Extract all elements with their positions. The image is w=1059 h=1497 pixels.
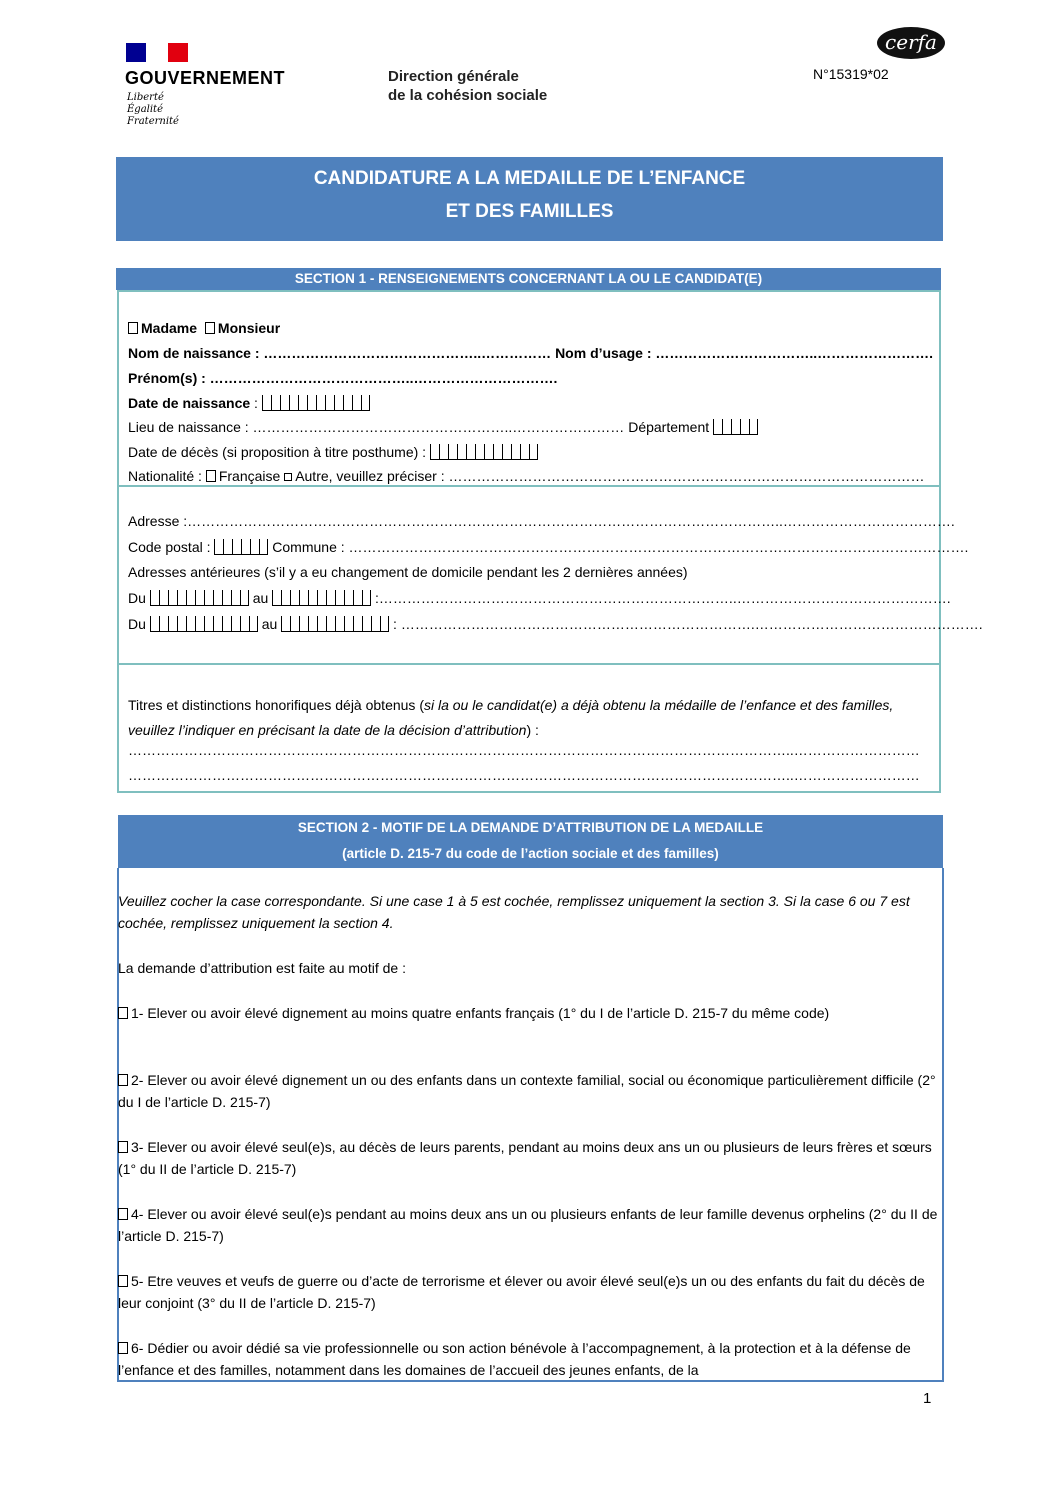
reason-checkbox[interactable] [118,1141,128,1153]
section2-intro: La demande d’attribution est faite au motif de : [118,960,406,976]
previous-address-row: Du au :…………………………………………………………………..………………………………………. [128,590,951,606]
death-date-input[interactable] [430,444,538,460]
autre-checkbox[interactable] [284,473,292,481]
marianne-flag-logo [126,43,188,62]
department-input[interactable] [713,419,758,435]
direction-name: Direction générale de la cohésion sociale [388,68,548,104]
titles-label: Titres et distinctions honorifiques déjà obtenus (si la ou le candidat(e) a déjà obtenu la médaille de l’enfance et des familles, veuillez l’indiquer en précisant la date de la décision d’attribution) : [128,697,894,738]
reason-checkbox[interactable] [118,1074,128,1086]
reason-option-3[interactable]: 3- Elever ou avoir élevé seul(e)s, au décès de leurs parents, pendant au moins deux ans un ou plusieurs de leurs frères et sœurs (1° du II de l’article D. 215-7) [118,1139,932,1177]
titles-field[interactable]: ……………………………………………………………………………………………………………………………..……………………… [128,742,920,758]
birth-name-field[interactable]: Nom de naissance : ………………………………………..…………… [128,345,552,361]
reason-checkbox[interactable] [118,1007,128,1019]
reason-checkbox[interactable] [118,1342,128,1354]
reason-option-2[interactable]: 2- Elever ou avoir élevé dignement un ou des enfants dans un contexte familial, social ou économique particulièrement difficile (2° du I de l’article D. 215-7) [118,1072,936,1110]
cerfa-logo: cerfa [877,27,945,59]
address-field[interactable]: Adresse :………………………………………………………………………………………………………………..………………………………. [128,513,955,529]
reason-option-5[interactable]: 5- Etre veuves et veufs de guerre ou d’acte de terrorisme et élever ou avoir élevé seul(e)s un ou des enfants du fait du décès de leur conjoint (3° du II de l’article D. 215-7) [118,1273,925,1311]
section2-instruction: Veuillez cocher la case correspondante. Si une case 1 à 5 est cochée, remplissez uniquement la section 3. Si la case 6 ou 7 est cochée, remplissez uniquement la section 4. [118,893,910,931]
birth-date-input[interactable] [262,395,370,411]
birth-place-row: Lieu de naissance : ………………………………………………..…………………… Département [128,419,758,435]
usage-name-field[interactable]: Nom d’usage : ……………………………..……………………. [555,345,934,361]
birth-date-row: Date de naissance : [128,395,370,411]
to-date-input[interactable] [281,616,389,632]
section1-heading: SECTION 1 - RENSEIGNEMENTS CONCERNANT LA OU LE CANDIDAT(E) [116,268,941,290]
previous-address-row: Du au : ………………………………………………………………….…………………………………………. [128,616,983,632]
previous-address-field[interactable]: : ………………………………………………………………….…………………………………………. [393,616,983,632]
postal-code-input[interactable] [214,539,268,555]
civility-row: Madame Monsieur [128,320,280,336]
previous-address-field[interactable]: :…………………………………………………………………..………………………………………. [375,590,951,606]
reason-checkbox[interactable] [118,1208,128,1220]
names-row [128,345,933,361]
to-date-input[interactable] [272,590,371,606]
commune-field[interactable]: Commune : ……………………………………………………………………………………………………………………. [272,539,969,555]
reason-checkbox[interactable] [118,1275,128,1287]
previous-addresses-label: Adresses antérieures (s’il y a eu changement de domicile pendant les 2 dernières années) [128,564,688,580]
first-name-field[interactable]: Prénom(s) : ……………………………………..…………………………. [128,370,558,386]
death-date-row: Date de décès (si proposition à titre posthume) : [128,444,538,460]
from-date-input[interactable] [150,590,249,606]
from-date-input[interactable] [150,616,258,632]
madame-checkbox[interactable] [128,322,138,334]
postal-row: Code postal : Commune : ……………………………………………………………………………………………………………………. [128,539,969,555]
reason-option-6[interactable]: 6- Dédier ou avoir dédié sa vie professionnelle ou son action bénévole à l’accompagnement, à la protection et à la défense de l’enfance et des familles, notamment dans les domaines de l’accueil des jeunes enfants, de la [118,1340,911,1378]
monsieur-checkbox[interactable] [205,322,215,334]
gov-name: GOUVERNEMENT [125,68,286,88]
reason-option-1[interactable]: 1- Elever ou avoir élevé dignement au moins quatre enfants français (1° du I de l’article D. 215-7 du même code) [118,1002,940,1024]
page-title: CANDIDATURE A LA MEDAILLE DE L’ENFANCE ET DES FAMILLES [116,157,943,241]
titles-field[interactable]: ……………………………………………………………………………………………………………………………..……………………… [128,767,920,783]
reason-option-4[interactable]: 4- Elever ou avoir élevé seul(e)s pendant au moins deux ans un ou plusieurs enfants de leur famille devenus orphelins (2° du II de l’article D. 215-7) [118,1206,938,1244]
gov-motto: Liberté Égalité Fraternité [127,92,179,127]
other-nationality-field[interactable]: Autre, veuillez préciser : ………………………………………………………………………………………… [295,468,925,484]
page-number: 1 [923,1390,932,1407]
francaise-checkbox[interactable] [206,470,216,482]
section2-heading: SECTION 2 - MOTIF DE LA DEMANDE D’ATTRIBUTION DE LA MEDAILLE (article D. 215-7 du code de l’action sociale et des familles) [118,815,943,868]
birth-place-field[interactable]: Lieu de naissance : ………………………………………………..…………………… [128,419,625,435]
nationality-row: Nationalité : Française Autre, veuillez préciser : ………………………………………………………………………………………… [128,468,925,484]
form-number: N°15319*02 [813,66,889,82]
